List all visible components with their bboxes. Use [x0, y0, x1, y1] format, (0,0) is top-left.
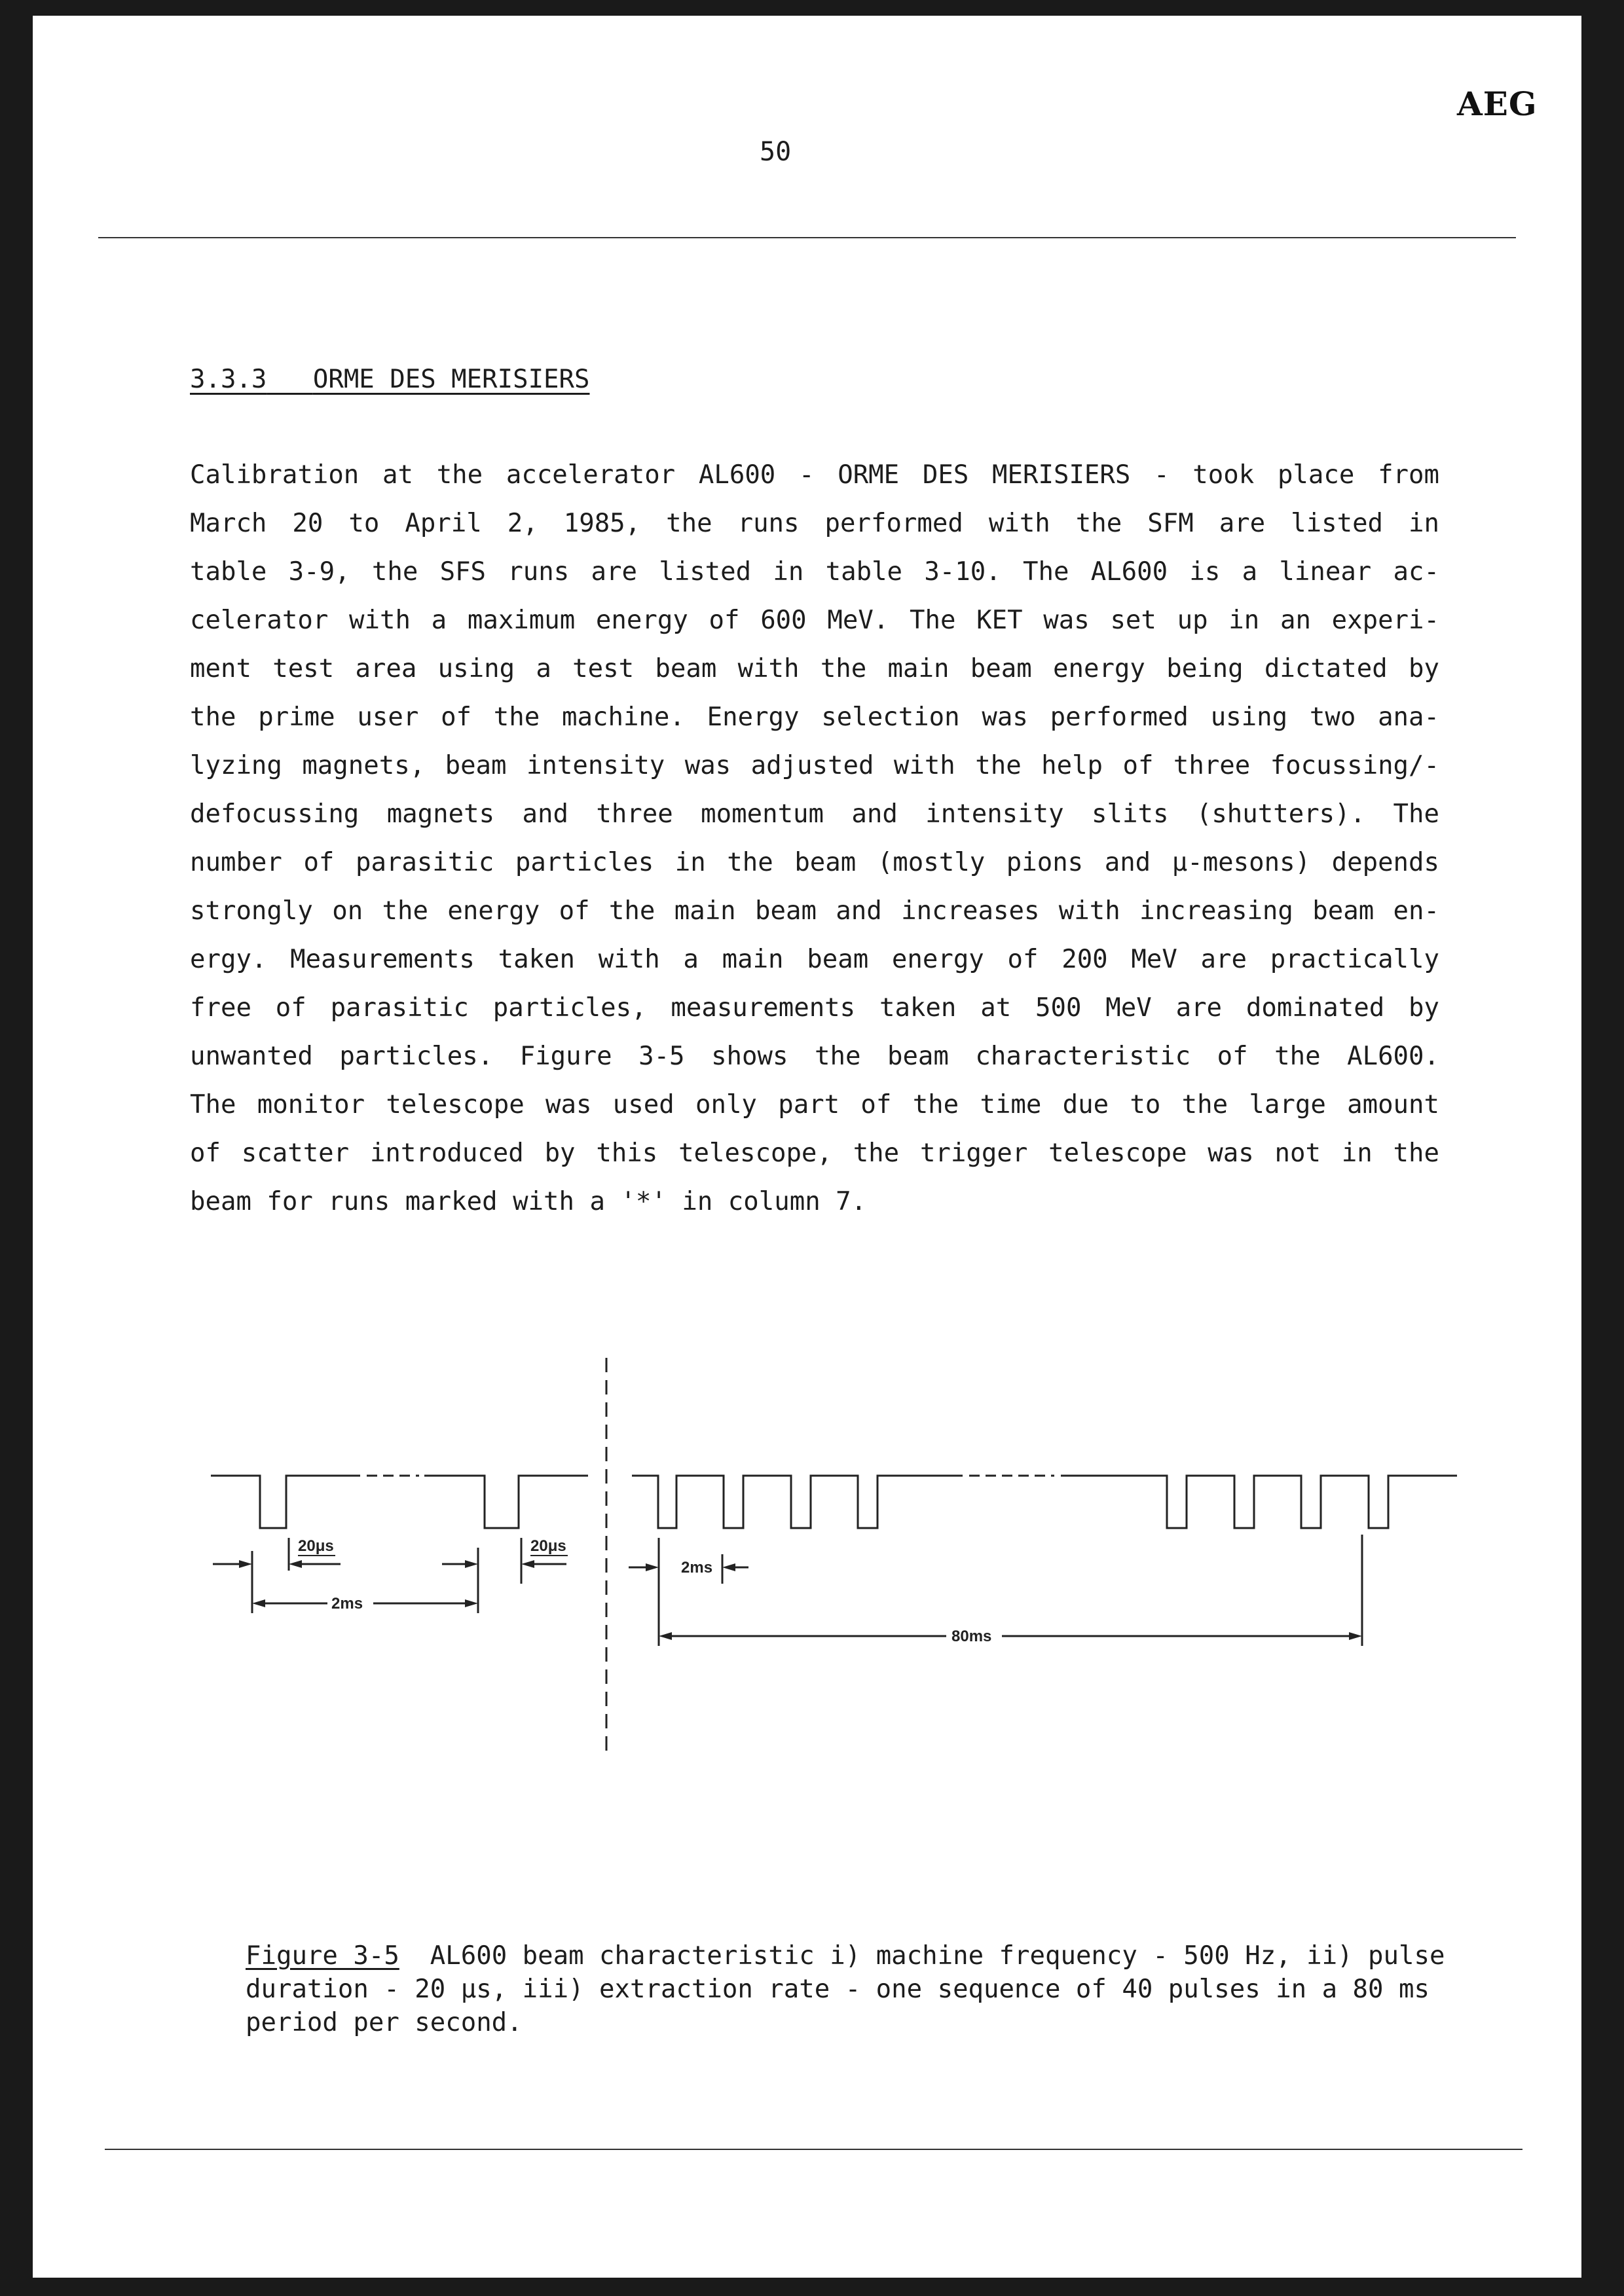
pulse-width-label-right: 20μs: [530, 1537, 566, 1555]
section-number: 3.3.3: [190, 365, 267, 394]
arrowhead: [289, 1560, 302, 1568]
document-page: [33, 16, 1581, 2278]
beam-pulse-diagram: [33, 16, 1581, 2278]
arrowhead: [252, 1599, 265, 1607]
period-label-left: 2ms: [331, 1595, 363, 1613]
footer-rule: [105, 2149, 1522, 2150]
section-title: ORME DES MERISIERS: [312, 365, 590, 394]
body-line: Calibration at the accelerator AL600 - ORME DES MERISIERS - took place from: [190, 460, 1439, 490]
body-line: of scatter introduced by this telescope, the trigger telescope was not in the: [190, 1139, 1439, 1168]
body-line: ment test area using a test beam with the main beam energy being dictated by: [190, 654, 1439, 683]
train-length-label: 80ms: [951, 1628, 992, 1645]
body-line: number of parasitic particles in the beam (mostly pions and μ-mesons) depends: [190, 848, 1439, 877]
body-line: The monitor telescope was used only part of the time due to the large amount: [190, 1090, 1439, 1120]
left-pulse-waveform: [211, 1476, 360, 1528]
arrowhead: [722, 1563, 735, 1571]
figure-reference: Figure 3-5: [246, 1941, 399, 1971]
body-line: free of parasitic particles, measurements taken at 500 MeV are dominated by: [190, 993, 1439, 1023]
arrowhead: [1349, 1632, 1362, 1640]
body-line: March 20 to April 2, 1985, the runs performed with the SFM are listed in: [190, 509, 1439, 538]
body-line: strongly on the energy of the main beam and increases with increasing beam en-: [190, 896, 1439, 926]
arrowhead: [659, 1632, 672, 1640]
right-pulse-train: [1061, 1476, 1457, 1528]
caption-text: AL600 beam characteristic i) machine frequency - 500 Hz, ii) pulse duration - 20 μs, iii) extraction rate - one sequence of 40 pulses in a 80 ms period per second.: [246, 1941, 1445, 2037]
body-line: unwanted particles. Figure 3-5 shows the beam characteristic of the AL600.: [190, 1042, 1439, 1071]
body-line: celerator with a maximum energy of 600 MeV. The KET was set up in an experi-: [190, 606, 1439, 635]
left-pulse-waveform: [424, 1476, 588, 1528]
body-line: table 3-9, the SFS runs are listed in table 3-10. The AL600 is a linear ac-: [190, 557, 1439, 587]
body-line: lyzing magnets, beam intensity was adjusted with the help of three focussing/-: [190, 751, 1439, 780]
arrowhead: [465, 1560, 478, 1568]
pulse-width-label-left: 20μs: [298, 1537, 334, 1555]
figure-caption: [246, 1939, 1464, 2039]
period-label-right: 2ms: [681, 1559, 713, 1576]
body-line: beam for runs marked with a '*' in column 7.: [190, 1187, 867, 1216]
body-line: the prime user of the machine. Energy selection was performed using two ana-: [190, 702, 1439, 732]
arrowhead: [465, 1599, 478, 1607]
right-pulse-train: [632, 1476, 963, 1528]
body-line: ergy. Measurements taken with a main beam energy of 200 MeV are practically: [190, 945, 1439, 974]
arrowhead: [521, 1560, 534, 1568]
company-logo: AEG: [1457, 84, 1538, 123]
arrowhead: [239, 1560, 252, 1568]
body-line: defocussing magnets and three momentum and intensity slits (shutters). The: [190, 799, 1439, 829]
page-number: 50: [760, 137, 792, 167]
arrowhead: [646, 1563, 659, 1571]
